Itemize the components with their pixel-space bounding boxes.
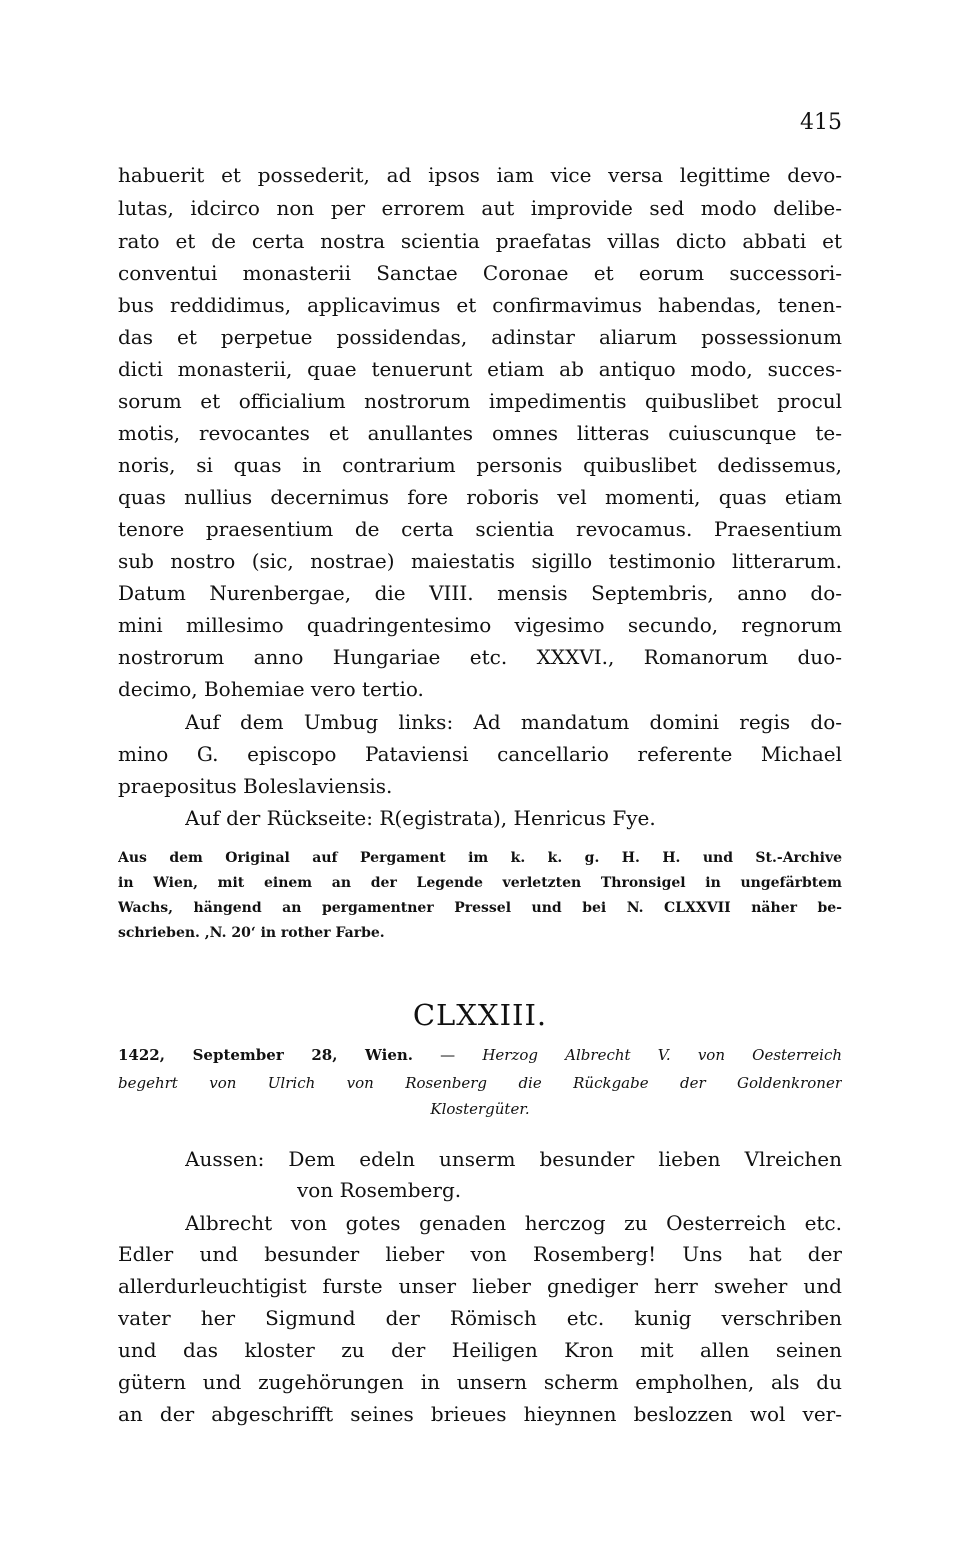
text-line: nostrorum anno Hungariae etc. XXXVI., Romanorum duo- [118, 645, 842, 669]
text-line: sorum et officialium nostrorum impedimentis quibuslibet procul [118, 389, 842, 413]
source-note-line: in Wien, mit einem an der Legende verletzten Thronsigel in ungefärbtem [118, 875, 842, 891]
letter-line: allerdurleuchtigist furste unser lieber gnediger herr sweher und [118, 1274, 842, 1298]
letter-line: Edler und besunder lieber von Rosemberg! Uns hat der [118, 1242, 842, 1266]
letter-line: und das kloster zu der Heiligen Kron mit allen seinen [118, 1338, 842, 1362]
document-number-heading: CLXXIII. [412, 998, 548, 1032]
text-line: noris, si quas in contrarium personis quibuslibet dedissemus, [118, 453, 842, 477]
text-line: decimo, Bohemiae vero tertio. [118, 677, 424, 701]
text-line: rato et de certa nostra scientia praefatas villas dicto abbati et [118, 229, 842, 253]
letter-line: an der abgeschrifft seines brieues hieynnen beslozzen wol ver- [118, 1402, 842, 1426]
text-line: mini millesimo quadringentesimo vigesimo secundo, regnorum [118, 613, 842, 637]
text-line: motis, revocantes et anullantes omnes litteras cuiuscunque te- [118, 421, 842, 445]
text-line: lutas, idcirco non per errorem aut improvide sed modo delibe- [118, 196, 842, 220]
letter-line: vater her Sigmund der Römisch etc. kunig verschriben [118, 1306, 842, 1330]
regest-summary: Herzog Albrecht V. von Oesterreich [482, 1046, 842, 1064]
source-note-line: schrieben. ,N. 20‘ in rother Farbe. [118, 925, 385, 941]
umbug-line: mino G. episcopo Pataviensi cancellario referente Michael [118, 742, 842, 766]
text-line: das et perpetue possidendas, adinstar aliarum possessionum [118, 325, 842, 349]
text-line: Datum Nurenbergae, die VIII. mensis Septembris, anno do- [118, 581, 842, 605]
regest-line-1 [118, 1046, 842, 1064]
source-note-line: Aus dem Original auf Pergament im k. k. g. H. H. und St.-Archive [118, 850, 842, 866]
regest-line-2: begehrt von Ulrich von Rosenberg die Rückgabe der Goldenkroner [118, 1074, 842, 1092]
text-line: conventui monasterii Sanctae Coronae et eorum successori- [118, 261, 842, 285]
rueckseite-line: Auf der Rückseite: R(egistrata), Henricus Fye. [185, 806, 656, 830]
umbug-line: praepositus Boleslaviensis. [118, 774, 393, 798]
text-line: dicti monasterii, quae tenuerunt etiam ab antiquo modo, succes- [118, 357, 842, 381]
aussen-line: Aussen: Dem edeln unserm besunder lieben Vlreichen [185, 1147, 842, 1171]
page-number: 415 [800, 110, 842, 135]
aussen-line: von Rosemberg. [297, 1178, 462, 1202]
text-line: quas nullius decernimus fore roboris vel momenti, quas etiam [118, 485, 842, 509]
regest-line-3: Klostergüter. [430, 1100, 530, 1118]
source-note-line: Wachs, hängend an pergamentner Pressel und bei N. CLXXVII näher be- [118, 900, 842, 916]
text-line: habuerit et possederit, ad ipsos iam vice versa legittime devo- [118, 163, 842, 187]
date-place: 1422, September 28, Wien. [118, 1046, 413, 1064]
letter-line: gütern und zugehörungen in unsern scherm empholhen, als du [118, 1370, 842, 1394]
letter-line: Albrecht von gotes genaden herczog zu Oesterreich etc. [185, 1211, 842, 1235]
text-line: tenore praesentium de certa scientia revocamus. Praesentium [118, 517, 842, 541]
text-line: sub nostro (sic, nostrae) maiestatis sigillo testimonio litterarum. [118, 549, 842, 573]
text-line: bus reddidimus, applicavimus et confirmavimus habendas, tenen- [118, 293, 842, 317]
umbug-line: Auf dem Umbug links: Ad mandatum domini regis do- [185, 710, 842, 734]
dash: — [440, 1046, 456, 1064]
